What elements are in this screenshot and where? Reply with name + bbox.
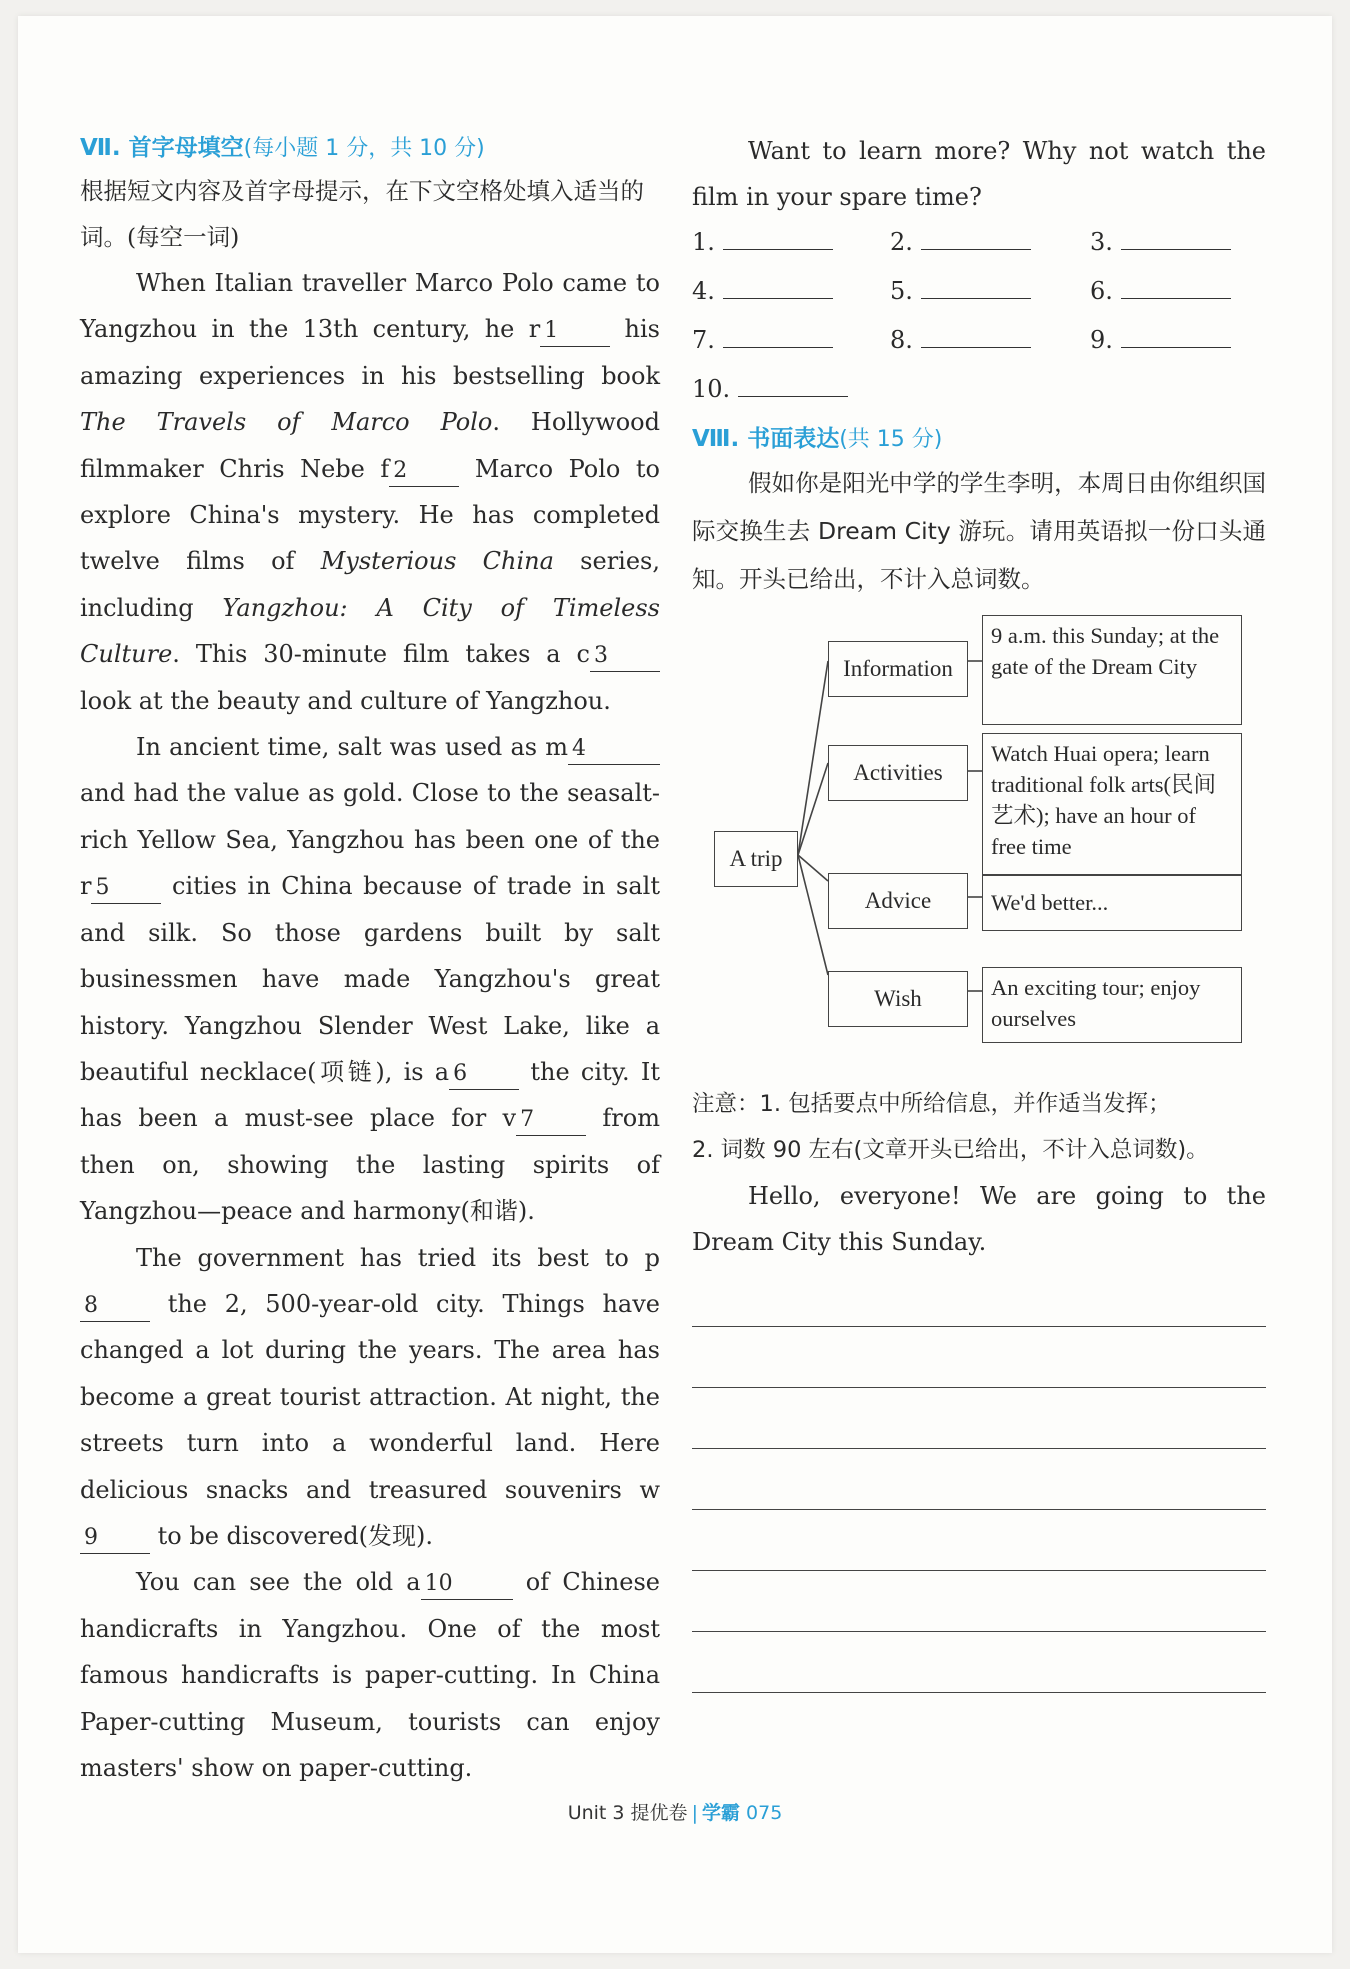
footer-separator: | bbox=[691, 1802, 698, 1824]
answer-line-4[interactable]: 4. bbox=[692, 276, 833, 305]
writing-line[interactable] bbox=[692, 1510, 1266, 1571]
blank-8: 8 bbox=[80, 1291, 150, 1322]
answer-line-7[interactable]: 7. bbox=[692, 325, 833, 354]
answer-line-2[interactable]: 2. bbox=[890, 227, 1031, 256]
branch-wish: Wish bbox=[828, 971, 968, 1027]
series-title: Mysterious China bbox=[320, 547, 554, 576]
blank-4: 4 bbox=[568, 734, 660, 765]
section-8-heading bbox=[692, 419, 1266, 459]
writing-line[interactable] bbox=[692, 1632, 1266, 1693]
passage-paragraph-1: When Italian traveller Marco Polo came to Yangzhou in the 13th century, he r 1 his amazing experiences in his bestselling book The Travels of Marco Polo. Hollywood filmmaker Chris Nebe f 2 Marco Polo to explore China's mystery. He has completed twelve films of Mysterious China series, including Yangzhou: A City of Timeless Culture. This 30-minute film takes a c 3 look at the beauty and culture of Yangzhou. bbox=[80, 269, 661, 715]
writing-line[interactable] bbox=[692, 1327, 1266, 1388]
passage-paragraph-2: In ancient time, salt was used as m 4 and had the value as gold. Close to the seasalt-rich Yellow Sea, Yangzhou has been one of the r 5 cities in China because of trade in salt and silk. So those gardens built by salt businessmen have made Yangzhou's great history. Yangzhou Slender West Lake, like a beautiful necklace(项链), is a 6 the city. It has been a must-see place for v 7 from then on, showing the lasting spirits of Yangzhou—peace and harmony(和谐). bbox=[80, 733, 661, 1226]
answer-line-1[interactable]: 1. bbox=[692, 227, 833, 256]
film-title: Yangzhou: A City of Timeless Culture bbox=[80, 593, 660, 669]
section-7-instruction: 根据短文内容及首字母提示，在下文空格处填入适当的词。(每空一词) bbox=[80, 177, 644, 251]
writing-line[interactable] bbox=[692, 1388, 1266, 1449]
writing-task: 假如你是阳光中学的学生李明，本周日由你组织国际交换生去 Dream City 游玩。请用英语拟一份口头通知。开头已给出，不计入总词数。 bbox=[692, 468, 1266, 593]
passage-paragraph-5: Want to learn more? Why not watch the film in your spare time? bbox=[692, 137, 1266, 212]
worksheet-page bbox=[18, 16, 1332, 1953]
blank-2: 2 bbox=[389, 456, 459, 487]
answer-line-6[interactable]: 6. bbox=[1090, 276, 1231, 305]
section-7-title: Ⅶ. 首字母填空 bbox=[80, 135, 244, 161]
mind-map-root: A trip bbox=[714, 831, 798, 887]
answer-line-3[interactable]: 3. bbox=[1090, 227, 1231, 256]
writing-area[interactable] bbox=[692, 1266, 1266, 1693]
answer-line-9[interactable]: 9. bbox=[1090, 325, 1231, 354]
section-8-score: (共 15 分) bbox=[839, 426, 943, 452]
branch-advice: Advice bbox=[828, 873, 968, 929]
section-7-score: (每小题 1 分，共 10 分) bbox=[243, 136, 485, 161]
footer-brand: 学霸 bbox=[701, 1802, 740, 1824]
note-line-1: 注意：1. 包括要点中所给信息，并作适当发挥； bbox=[692, 1090, 1171, 1117]
writing-line[interactable] bbox=[692, 1571, 1266, 1632]
passage-paragraph-3: The government has tried its best to p8 the 2, 500-year-old city. Things have changed a lot during the years. The area has become a great tourist attraction. At night, the streets turn into a wonderful land. Here delicious snacks and treasured souvenirs w9 to be discovered(发现). bbox=[80, 1235, 660, 1560]
left-column bbox=[80, 128, 660, 1791]
blank-10: 10 bbox=[421, 1569, 513, 1600]
answer-lines bbox=[692, 221, 1266, 419]
note-line-2: 2. 词数 90 左右(文章开头已给出，不计入总词数)。 bbox=[692, 1136, 1209, 1163]
answer-line-10[interactable]: 10. bbox=[692, 374, 848, 403]
page-number: 075 bbox=[746, 1802, 783, 1824]
blank-5: 5 bbox=[91, 873, 161, 904]
blank-9: 9 bbox=[80, 1523, 150, 1554]
detail-activities: Watch Huai opera; learn traditional folk arts(民间艺术); have an hour of free time bbox=[982, 733, 1242, 875]
answer-line-8[interactable]: 8. bbox=[890, 325, 1031, 354]
detail-wish: An exciting tour; enjoy ourselves bbox=[982, 967, 1242, 1043]
book-title: The Travels of Marco Polo bbox=[80, 408, 493, 437]
section-7-heading bbox=[80, 128, 660, 168]
page-footer bbox=[18, 1798, 1332, 1825]
passage-paragraph-4: You can see the old a 10 of Chinese handicrafts in Yangzhou. One of the most famous handicrafts is paper-cutting. In China Paper-cutting Museum, tourists can enjoy masters' show on paper-cutting. bbox=[80, 1568, 661, 1782]
footer-unit: Unit 3 提优卷 bbox=[567, 1802, 688, 1824]
writing-line[interactable] bbox=[692, 1449, 1266, 1510]
blank-6: 6 bbox=[449, 1059, 519, 1090]
blank-1: 1 bbox=[540, 316, 610, 347]
blank-7: 7 bbox=[516, 1105, 586, 1136]
right-column bbox=[692, 128, 1266, 1693]
writing-opening: Hello, everyone! We are going to the Dream City this Sunday. bbox=[692, 1181, 1266, 1257]
blank-3: 3 bbox=[590, 641, 660, 672]
detail-advice: We'd better... bbox=[982, 875, 1242, 931]
detail-information: 9 a.m. this Sunday; at the gate of the Dream City bbox=[982, 615, 1242, 725]
section-8-title: Ⅷ. 书面表达 bbox=[692, 425, 840, 452]
writing-line[interactable] bbox=[692, 1266, 1266, 1327]
answer-line-5[interactable]: 5. bbox=[890, 276, 1031, 305]
branch-information: Information bbox=[828, 641, 968, 697]
trip-mind-map bbox=[692, 611, 1266, 1081]
branch-activities: Activities bbox=[828, 745, 968, 801]
